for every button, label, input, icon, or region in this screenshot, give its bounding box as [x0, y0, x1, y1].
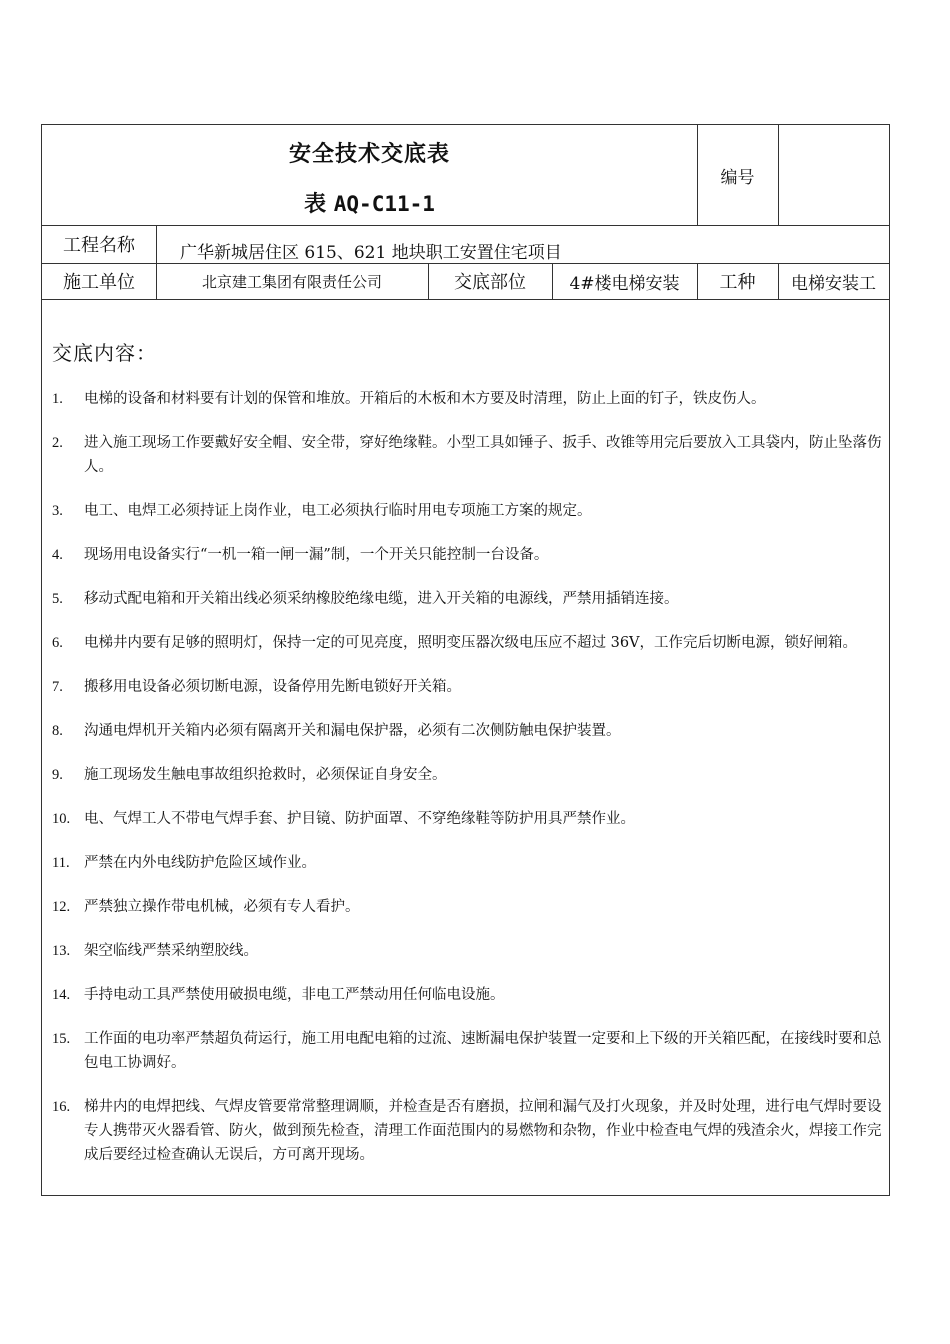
number-label: 编号 — [720, 167, 755, 188]
disclosure-part-label: 交底部位 — [454, 272, 526, 293]
disclosure-items-list — [52, 387, 884, 1167]
content-heading: 交底内容： — [52, 341, 157, 365]
item-text: 架空临线严禁采纳塑胶线。 — [84, 943, 258, 959]
item-text: 现场用电设备实行“一机一箱一闸一漏”制，一个开关只能控制一台设备。 — [84, 547, 549, 563]
item-number: 16. — [52, 1099, 71, 1115]
item-text: 沟通电焊机开关箱内必须有隔离开关和漏电保护器，必须有二次侧防触电保护装置。 — [84, 723, 621, 739]
item-number: 7. — [52, 679, 63, 695]
form-code — [42, 187, 697, 218]
disclosure-item — [52, 1027, 884, 1075]
item-text: 搬移用电设备必须切断电源，设备停用先断电锁好开关箱。 — [84, 679, 461, 695]
item-number: 5. — [52, 591, 63, 607]
item-text: 严禁在内外电线防护危险区域作业。 — [84, 855, 316, 871]
disclosure-item — [52, 895, 884, 919]
construction-unit-label: 施工单位 — [63, 272, 135, 293]
disclosure-item — [52, 431, 884, 479]
item-text: 手持电动工具严禁使用破损电缆，非电工严禁动用任何临电设施。 — [84, 987, 505, 1003]
disclosure-item — [52, 499, 884, 523]
col-divider — [156, 225, 157, 263]
project-name-label: 工程名称 — [63, 235, 135, 256]
item-number: 10. — [52, 811, 71, 827]
disclosure-item — [52, 807, 884, 831]
project-name-value: 广华新城居住区 615、621 地块职工安置住宅项目 — [180, 242, 562, 263]
disclosure-item — [52, 1095, 884, 1167]
item-text: 施工现场发生触电事故组织抢救时，必须保证自身安全。 — [84, 767, 447, 783]
disclosure-item — [52, 719, 884, 743]
item-text: 梯井内的电焊把线、气焊皮管要常常整理调顺，并检查是否有磨损，拉闸和漏气及打火现象，并及时处理，进行电气焊时要设专人携带灭火器看管、防火，做到预先检查，清理工作面范围内的易燃物和杂物，作业中检查电气焊的残渣余火，焊接工作完成后要经过检查确认无误后，方可离开现场。 — [84, 1099, 882, 1163]
trade-value: 电梯安装工 — [791, 273, 876, 294]
item-number: 13. — [52, 943, 71, 959]
form-title: 安全技术交底表 — [288, 141, 450, 167]
item-number: 8. — [52, 723, 63, 739]
disclosure-item — [52, 387, 884, 411]
construction-unit-value: 北京建工集团有限责任公司 — [201, 272, 382, 291]
disclosure-item — [52, 675, 884, 699]
disclosure-item — [52, 851, 884, 875]
item-text: 电、气焊工人不带电气焊手套、护目镜、防护面罩、不穿绝缘鞋等防护用具严禁作业。 — [84, 811, 635, 827]
form-code-prefix: 表 — [304, 191, 327, 217]
disclosure-form — [41, 124, 890, 1196]
item-number: 2. — [52, 435, 63, 451]
disclosure-item — [52, 939, 884, 963]
item-text: 工作面的电功率严禁超负荷运行，施工用电配电箱的过流、速断漏电保护装置一定要和上下级的开关箱匹配，在接线时要和总包电工协调好。 — [84, 1031, 882, 1071]
row-divider — [42, 299, 889, 300]
item-text: 进入施工现场工作要戴好安全帽、安全带，穿好绝缘鞋。小型工具如锤子、扳手、改锥等用完后要放入工具袋内，防止坠落伤人。 — [84, 435, 882, 475]
number-value — [778, 125, 889, 225]
item-text: 严禁独立操作带电机械，必须有专人看护。 — [84, 899, 360, 915]
disclosure-item — [52, 543, 884, 567]
disclosure-part-value: 4#楼电梯安装 — [569, 273, 680, 294]
form-code-value: AQ-C11-1 — [333, 192, 435, 216]
item-number: 11. — [52, 855, 70, 871]
item-number: 4. — [52, 547, 63, 563]
disclosure-item — [52, 587, 884, 611]
item-number: 6. — [52, 635, 63, 651]
disclosure-item — [52, 763, 884, 787]
disclosure-item — [52, 631, 884, 655]
item-number: 14. — [52, 987, 71, 1003]
item-text: 电梯的设备和材料要有计划的保管和堆放。开箱后的木板和木方要及时清理，防止上面的钉子，铁皮伤人。 — [84, 391, 766, 407]
item-text: 电工、电焊工必须持证上岗作业，电工必须执行临时用电专项施工方案的规定。 — [84, 503, 592, 519]
item-number: 1. — [52, 391, 63, 407]
item-text: 移动式配电箱和开关箱出线必须采纳橡胶绝缘电缆，进入开关箱的电源线，严禁用插销连接。 — [84, 591, 679, 607]
item-text: 电梯井内要有足够的照明灯，保持一定的可见亮度，照明变压器次级电压应不超过 36V，工作完后切断电源，锁好闸箱。 — [84, 635, 858, 651]
item-number: 3. — [52, 503, 63, 519]
trade-label: 工种 — [719, 272, 756, 293]
disclosure-item — [52, 983, 884, 1007]
item-number: 9. — [52, 767, 63, 783]
item-number: 12. — [52, 899, 71, 915]
item-number: 15. — [52, 1031, 71, 1047]
